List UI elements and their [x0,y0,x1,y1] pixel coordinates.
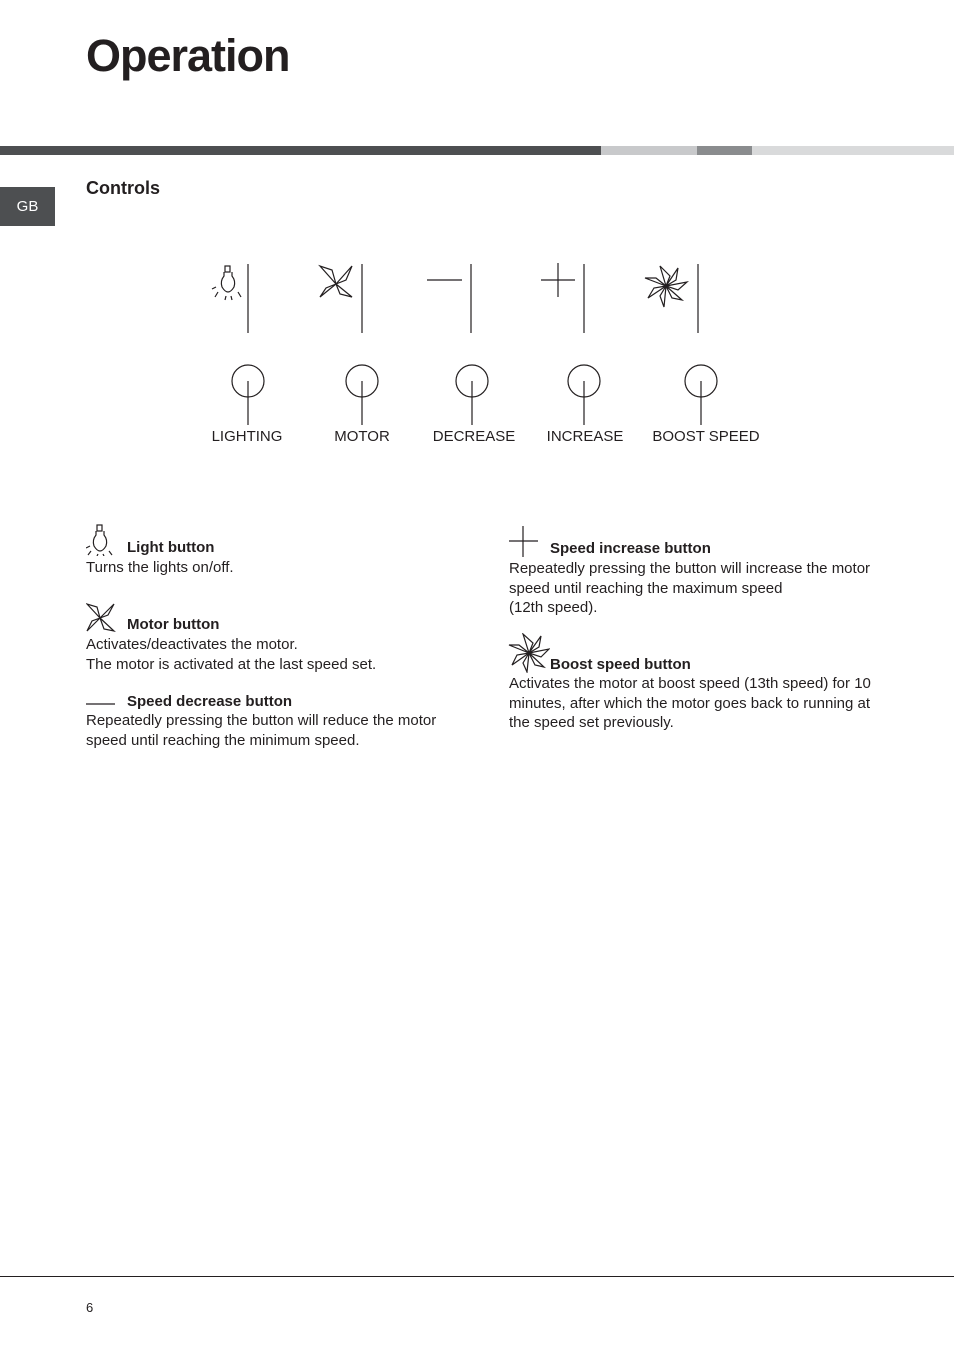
light-button-text [86,558,486,578]
boost-fan-icon [508,633,550,673]
footer-rule [0,1276,954,1277]
decrease-button-text [86,711,486,750]
motor-label: MOTOR [334,428,390,445]
increase-button-heading: Speed increase button [550,540,711,557]
light-button-heading: Light button [127,539,215,556]
boost-button-text [509,674,889,733]
motor-line-1: Activates/deactivates the motor. [86,636,298,653]
boost-line-2: minutes, after which the motor goes back to running at [509,694,871,712]
boost-speed-label: BOOST SPEED [652,428,760,445]
fan-icon [86,603,116,633]
increase-button[interactable] [568,365,600,425]
increase-label: INCREASE [546,428,624,445]
header-band-mid [697,146,752,155]
boost-line-1: Activates the motor at boost speed (13th speed) for 10 [509,675,871,692]
motor-button-heading: Motor button [127,616,220,633]
lighting-label: LIGHTING [211,428,283,445]
decrease-line-1: Repeatedly pressing the button will reduce the motor [86,712,437,729]
header-band-light [601,146,697,155]
light-line-1: Turns the lights on/off. [86,559,234,576]
lighting-button[interactable] [232,365,264,425]
minus-icon [86,702,116,706]
page-number: 6 [86,1300,94,1315]
increase-button-text [509,559,889,618]
page-title: Operation [86,30,290,81]
fan-icon [320,266,352,297]
increase-line-3: (12th speed). [509,599,598,616]
motor-button-text [86,635,486,674]
plus-icon [509,526,539,558]
motor-line-2: The motor is activated at the last speed set. [86,655,377,673]
boost-speed-button[interactable] [685,365,717,425]
increase-line-1: Repeatedly pressing the button will increase the motor [509,560,871,577]
language-tab: GB [0,187,55,226]
light-bulb-icon [86,524,114,556]
boost-button-heading: Boost speed button [550,656,691,673]
motor-button[interactable] [346,365,378,425]
light-bulb-icon [212,266,241,300]
decrease-button[interactable] [456,365,488,425]
decrease-label: DECREASE [432,428,516,445]
boost-fan-icon [645,266,687,307]
plus-icon [541,263,575,297]
boost-line-3: the speed set previously. [509,714,674,731]
controls-heading: Controls [86,178,160,198]
header-band-dark [0,146,601,155]
decrease-button-heading: Speed decrease button [127,693,293,710]
decrease-line-2: speed until reaching the minimum speed. [86,731,360,749]
increase-line-2: speed until reaching the maximum speed [509,579,783,597]
header-band-pale [752,146,954,155]
